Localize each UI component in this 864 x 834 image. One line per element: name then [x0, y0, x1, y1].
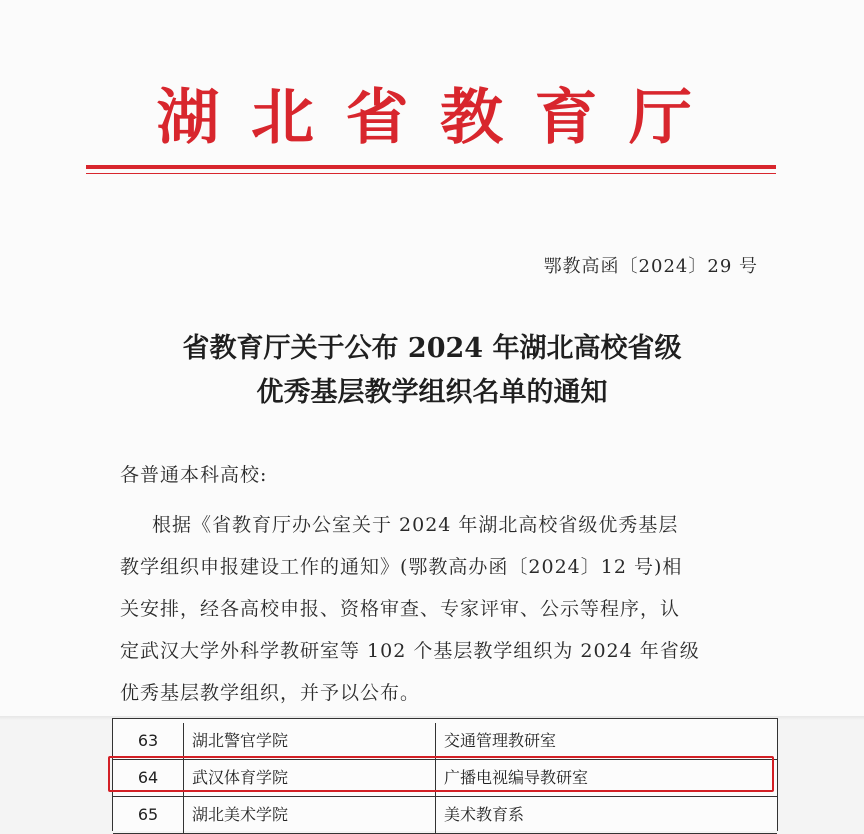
masthead-rule-thick [86, 165, 776, 169]
table-row [113, 723, 777, 760]
school-name: 湖北美术学院 [184, 797, 436, 833]
row-number: 63 [113, 723, 184, 759]
notice-title-line-2: 优秀基层教学组织名单的通知 [256, 377, 608, 408]
organization-name: 广播电视编导教研室 [444, 768, 589, 787]
school-name: 武汉体育学院 [184, 760, 436, 796]
organization-name: 美术教育系 [444, 805, 525, 824]
row-number: 65 [113, 797, 184, 833]
organization-name: 交通管理教研室 [444, 731, 557, 750]
notice-title-line-1: 省教育厅关于公布 2024 年湖北高校省级 [182, 333, 682, 364]
row-number: 64 [113, 760, 184, 796]
body-text-line-3: 关安排，经各高校申报、资格审查、专家评审、公示等程序，认 [120, 598, 681, 620]
school-name: 湖北警官学院 [184, 723, 436, 759]
masthead-rule-thin [86, 173, 776, 174]
body-text-line-4: 定武汉大学外科学教研室等 102 个基层教学组织为 2024 年省级 [120, 640, 700, 662]
masthead-title: 湖北省教育厅 [156, 83, 724, 153]
body-text-line-1: 根据《省教育厅办公室关于 2024 年湖北高校省级优秀基层 [152, 514, 679, 536]
addressee: 各普通本科高校: [120, 464, 268, 486]
body-text-line-5: 优秀基层教学组织，并予以公布。 [120, 682, 421, 704]
body-text-line-2: 教学组织申报建设工作的通知》(鄂教高办函〔2024〕12 号)相 [120, 556, 683, 578]
highlight-box [108, 756, 774, 792]
table-row [113, 797, 777, 834]
document-number: 鄂教高函〔2024〕29 号 [543, 256, 758, 277]
